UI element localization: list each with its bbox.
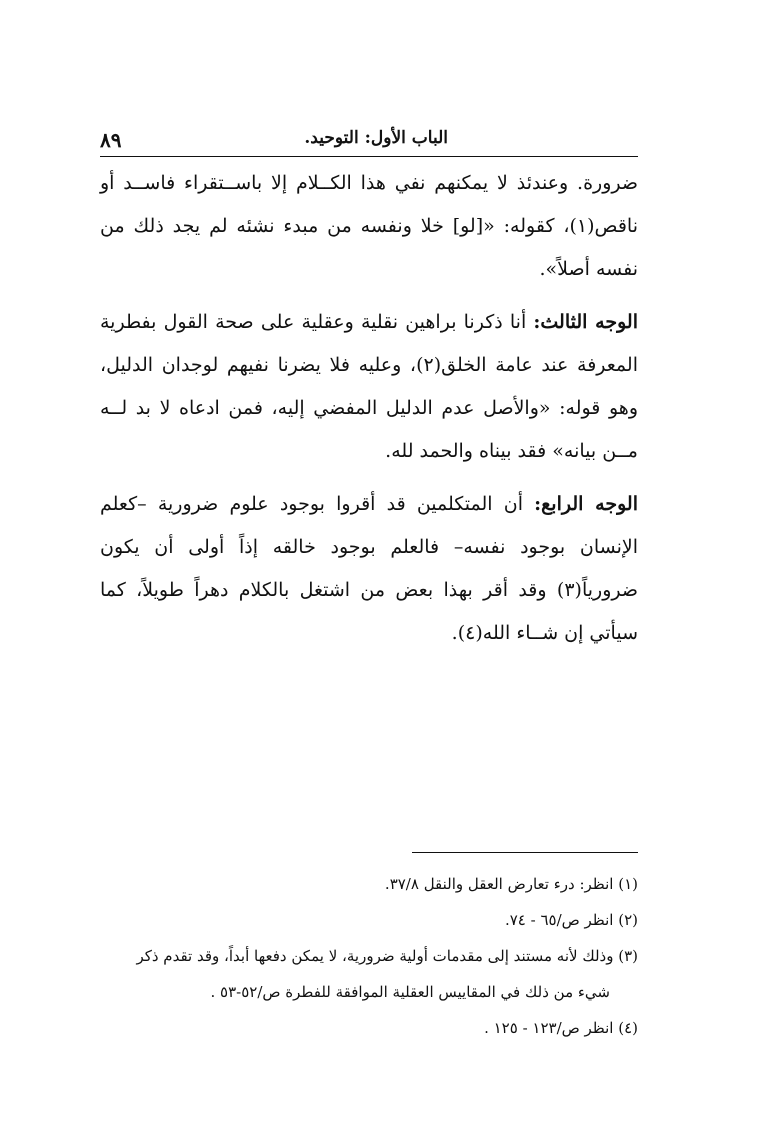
running-title: الباب الأول: التوحيد.: [304, 128, 448, 148]
footnote-3-continuation: شيء من ذلك في المقاييس العقلية الموافقة للفطرة ص/٥٢-٥٣ .: [210, 983, 610, 1001]
footnote-4: (٤) انظر ص/١٢٣ - ١٢٥ .: [484, 1019, 638, 1037]
paragraph-1: ضرورة. وعندئذ لا يمكنهم نفي هذا الكــلام إلا باســتقراء فاســد أو ناقص(١)، كقوله: «[لو] خلا ونفسه من مبدء نشئه لم يجد ذلك من نفسه أصلاً».: [100, 172, 638, 280]
paragraph-2-heading: الوجه الثالث:: [533, 311, 638, 333]
footnote-separator: [412, 852, 638, 853]
footnote-3: (٣) وذلك لأنه مستند إلى مقدمات أولية ضرورية، لا يمكن دفعها أبداً، وقد تقدم ذكر: [136, 947, 638, 965]
main-text: [100, 162, 638, 665]
page-header: [100, 126, 638, 157]
footnote-2: (٢) انظر ص/٦٥ - ٧٤.: [504, 911, 638, 929]
paragraph-3-heading: الوجه الرابع:: [534, 493, 638, 515]
paragraph-3-text: أن المتكلمين قد أقروا بوجود علوم ضرورية –كعلم الإنسان بوجود نفسه– فالعلم بوجود خالقه إذاً أولى أن يكون ضرورياً(٣) وقد أقر بهذا بعض من اشتغل بالكلام دهراً طويلاً، كما سيأتي إن شــاء الله(٤).: [100, 493, 638, 644]
paragraph-2: [100, 301, 638, 473]
footnote-1: (١) انظر: درء تعارض العقل والنقل ٣٧/٨.: [384, 875, 638, 893]
paragraph-3: [100, 483, 638, 655]
page-number: ٨٩: [100, 128, 122, 152]
footnotes: [100, 866, 638, 1046]
paragraph-2-text: أنا ذكرنا براهين نقلية وعقلية على صحة القول بفطرية المعرفة عند عامة الخلق(٢)، وعليه فلا يضرنا نفيهم لوجدان الدليل، وهو قوله: «والأصل عدم الدليل المفضي إليه، فمن ادعاه لا بد لــه مــن بيانه» فقد بيناه والحمد لله.: [100, 311, 638, 462]
